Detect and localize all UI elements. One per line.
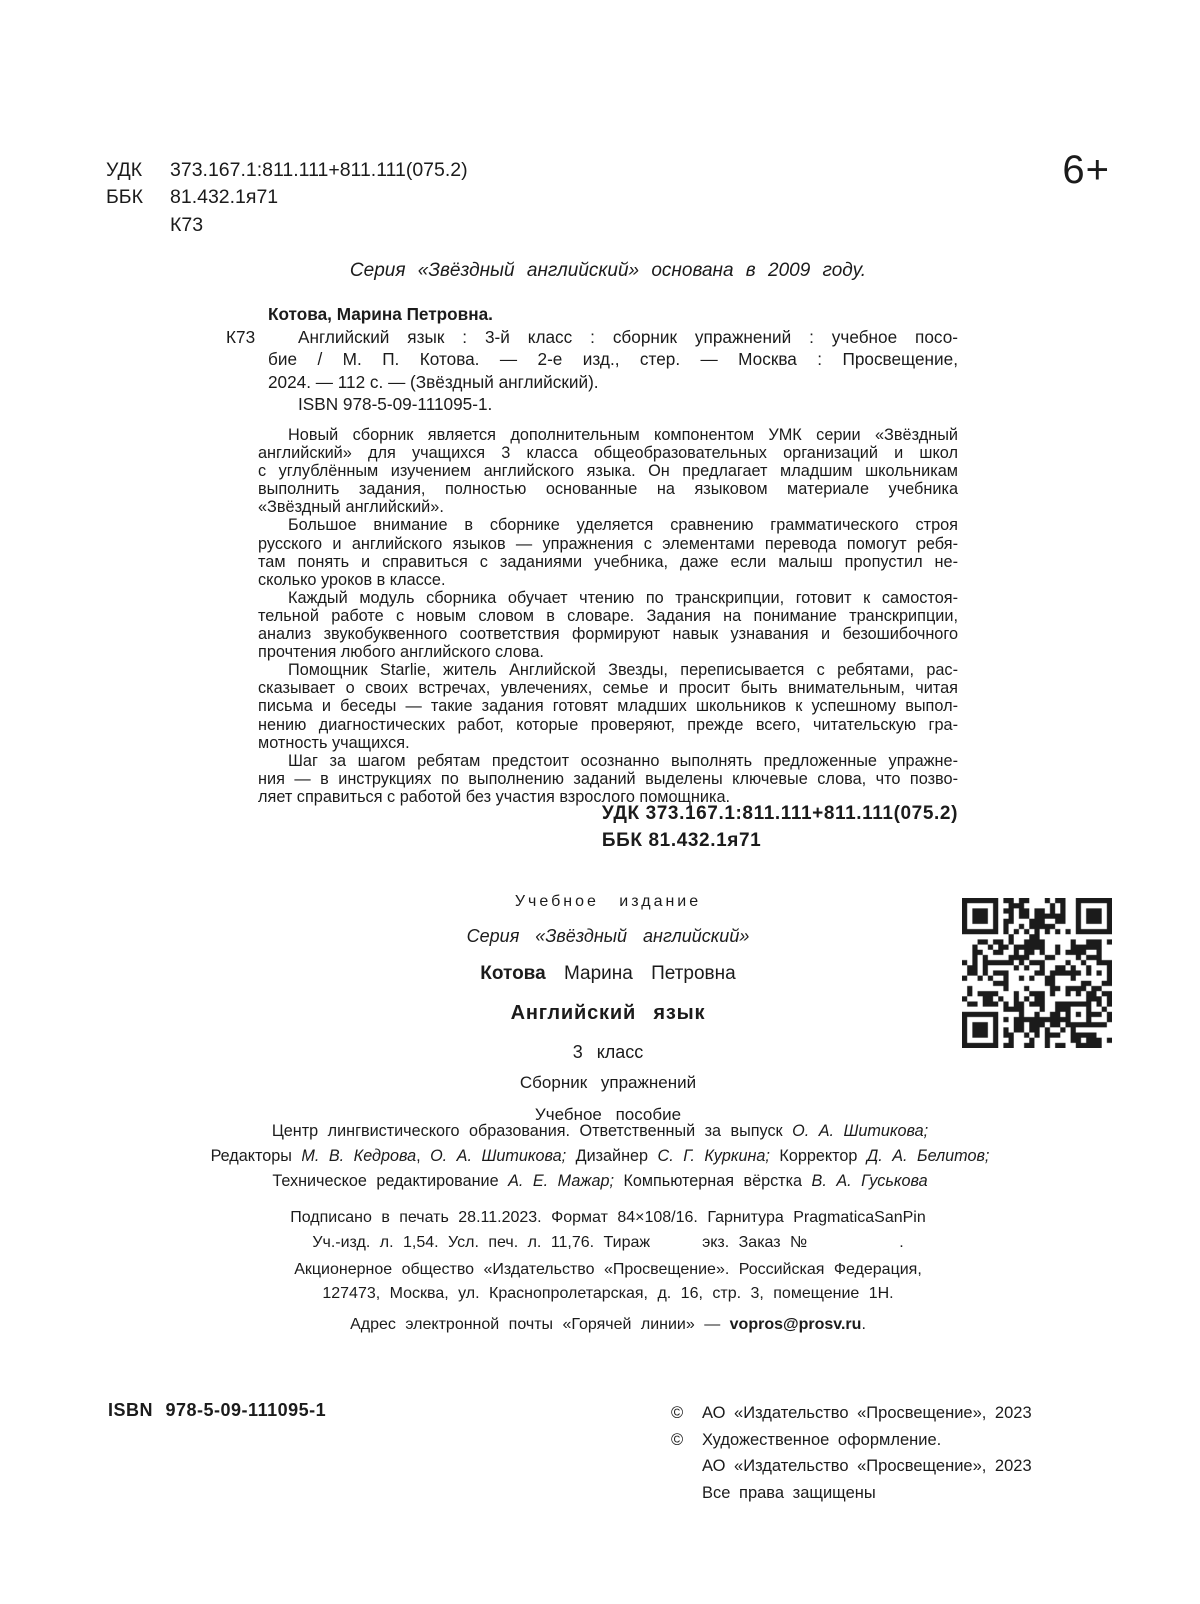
- edition-author: [258, 963, 958, 985]
- text-segment: .: [861, 1316, 866, 1333]
- text-line: Шаг за шагом ребятам предстоит осознанно выполнять предложенные упражне-: [288, 751, 958, 770]
- text-segment: С. Г. Куркина;: [657, 1147, 770, 1165]
- text-segment: Адрес электронной почты «Горячей линии» —: [350, 1316, 730, 1333]
- imprint-line2: [258, 1231, 958, 1256]
- text-segment: О. А. Шитикова;: [430, 1147, 567, 1165]
- annotation: [258, 426, 958, 806]
- text-line: сколько уроков в классе.: [258, 570, 446, 589]
- copyright-text: АО «Издательство «Просвещение», 2023: [702, 1457, 1032, 1476]
- imprint-line2c: .: [899, 1233, 904, 1251]
- copyright-text: Все права защищены: [702, 1483, 876, 1502]
- edition-block: [258, 893, 958, 1125]
- text-segment: Д. А. Белитов;: [866, 1147, 990, 1165]
- edition-title: Английский язык: [510, 1002, 706, 1024]
- copyright-row: [671, 1427, 1032, 1454]
- text-segment: Центр лингвистического образования. Ответственный за выпуск: [271, 1122, 793, 1140]
- text-line: нению диагностических работ, которые проверяют, прежде всего, читательскую гра-: [258, 715, 958, 734]
- hotline-email-line: [258, 1313, 958, 1337]
- publisher-line2: 127473, Москва, ул. Краснопролетарская, д. 16, стр. 3, помещение 1Н.: [322, 1285, 894, 1302]
- copyright-symbol: [671, 1453, 702, 1480]
- text-line: Новый сборник является дополнительным компонентом УМК серии «Звёздный: [288, 426, 958, 444]
- text-line: тельной работе с новым словом в словаре. Задания на понимание транскрипции,: [258, 606, 958, 625]
- copyright-row: [671, 1453, 1032, 1480]
- udk-label: УДК: [106, 159, 143, 181]
- text-segment: М. В. Кедрова: [301, 1147, 417, 1165]
- copyright-row: [671, 1400, 1032, 1427]
- text-segment: Редакторы: [210, 1147, 302, 1165]
- text-line: русского и английского языков — упражнения с элементами перевода помогут ребя-: [258, 534, 958, 553]
- credits: [100, 1119, 1100, 1194]
- classification-header: [106, 157, 468, 239]
- text-line: 2024. — 112 с. — (Звёздный английский).: [268, 371, 599, 392]
- credits-line: [100, 1119, 1100, 1144]
- text-line: сказывает о своих встречах, увлечениях, семье и просит быть внимательным, читая: [258, 679, 958, 698]
- credits-line: [100, 1169, 1100, 1194]
- udk-row: [106, 157, 468, 184]
- publisher-block: [258, 1258, 958, 1337]
- series-note: Серия «Звёздный английский» основана в 2009 году.: [349, 260, 867, 281]
- author-sign-row: [106, 212, 468, 239]
- classification-footer-inner: [602, 800, 958, 854]
- credits-line: [100, 1144, 1100, 1169]
- text-segment: vopros@prosv.ru: [729, 1316, 862, 1333]
- bbk-footer: ББК 81.432.1я71: [601, 830, 762, 851]
- edition-subtitle: Сборник упражнений: [519, 1073, 697, 1092]
- bbk-label: ББК: [106, 186, 143, 209]
- copyright-symbol: ©: [671, 1430, 684, 1449]
- text-segment: О. А. Шитикова;: [792, 1122, 929, 1140]
- catalog-description: [268, 326, 958, 394]
- author-sign: К73: [170, 213, 204, 236]
- annotation-paragraph: [258, 589, 958, 661]
- text-line: Помощник Starlie, житель Английской Звезды, переписывается с ребятами, рас-: [288, 661, 958, 680]
- text-segment: Компьютерная вёрстка: [613, 1172, 812, 1190]
- text-line: «Звёздный английский».: [258, 498, 444, 517]
- text-line: анализ звукобуквенного соответствия формируют навык узнавания и безошибочного: [258, 625, 958, 644]
- footer-isbn: ISBN 978-5-09-111095-1: [108, 1400, 327, 1420]
- text-line: мотность учащихся.: [258, 733, 410, 752]
- edition-type: Учебное пособие: [534, 1105, 682, 1124]
- qr-code: [962, 898, 1112, 1048]
- catalog-sign: К73: [226, 326, 256, 347]
- text-line: ляет справиться с работой без участия взрослого помощника.: [258, 787, 731, 806]
- text-line: Большое внимание в сборнике уделяется сравнению грамматического строя: [288, 516, 958, 535]
- text-line: бие / М. П. Котова. — 2-е изд., стер. — Москва : Просвещение,: [268, 349, 958, 370]
- text-line: письма и беседы — такие задания готовят младших школьников к успешному выпол-: [258, 697, 958, 716]
- udk-footer: УДК 373.167.1:811.111+811.111(075.2): [601, 803, 958, 824]
- text-segment: Техническое редактирование: [272, 1172, 509, 1190]
- text-line: Каждый модуль сборника обучает чтению по транскрипции, готовит к самостоя-: [288, 588, 958, 607]
- text-line: английский» для учащихся 3 класса общеобразовательных организаций и школ: [258, 444, 958, 463]
- age-rating-badge: 6+: [1062, 148, 1110, 192]
- annotation-paragraph: [258, 426, 958, 516]
- copyright-block: [671, 1400, 1032, 1506]
- catalog-isbn: ISBN 978-5-09-111095-1.: [298, 394, 493, 415]
- text-line: ния — в инструкциях по выполнению заданий выделены ключевые слова, что позво-: [258, 769, 958, 788]
- edition-grade: 3 класс: [572, 1042, 644, 1062]
- annotation-paragraph: [258, 661, 958, 751]
- text-line: с углублённым изучением английского языка. Он предлагает младшим школьникам: [258, 462, 958, 481]
- annotation-paragraph: [258, 516, 958, 588]
- copyright-row: [671, 1480, 1032, 1507]
- copyright-symbol: [671, 1480, 702, 1507]
- text-segment: Корректор: [769, 1147, 867, 1165]
- copyright-text: Художественное оформление.: [702, 1430, 942, 1449]
- text-segment: В. А. Гуськова: [811, 1172, 928, 1190]
- catalog-author: Котова, Марина Петровна.: [268, 304, 493, 324]
- imprint: [258, 1206, 958, 1255]
- copyright-text: АО «Издательство «Просвещение», 2023: [702, 1404, 1032, 1422]
- text-line: Английский язык : 3-й класс : сборник упражнений : учебное посо-: [298, 326, 958, 347]
- text-line: выполнить задания, полностью основанные на языковом материале учебника: [258, 480, 958, 499]
- udk-value: 373.167.1:811.111+811.111(075.2): [170, 159, 468, 181]
- text-segment: ,: [416, 1147, 431, 1165]
- edition-kind: Учебное издание: [514, 893, 702, 910]
- imprint-line2b: экз. Заказ №: [702, 1233, 808, 1251]
- copyright-symbol: ©: [671, 1404, 684, 1422]
- edition-author-name: Марина Петровна: [563, 963, 736, 984]
- bbk-value: 81.432.1я71: [170, 186, 279, 209]
- catalog-body: [226, 326, 958, 416]
- imprint-line2a: Уч.-изд. л. 1,54. Усл. печ. л. 11,76. Тираж: [312, 1233, 651, 1251]
- classification-footer: [258, 800, 958, 854]
- annotation-paragraph: [258, 752, 958, 806]
- text-segment: Дизайнер: [566, 1147, 658, 1165]
- spacer: [106, 212, 170, 239]
- text-segment: А. Е. Мажар;: [508, 1172, 614, 1190]
- text-line: там понять и справиться с заданиями учебника, даже если малыш пропустил не-: [258, 552, 958, 571]
- edition-series: Серия «Звёздный английский»: [466, 926, 750, 946]
- publisher-line1: Акционерное общество «Издательство «Просвещение». Российская Федерация,: [294, 1261, 922, 1278]
- text-line: прочтения любого английского слова.: [258, 643, 544, 662]
- edition-author-surname: Котова: [480, 963, 546, 984]
- imprint-line1: Подписано в печать 28.11.2023. Формат 84×108/16. Гарнитура PragmaticaSanPin: [290, 1209, 926, 1226]
- catalog-record: [226, 303, 958, 416]
- bbk-row: [106, 184, 468, 211]
